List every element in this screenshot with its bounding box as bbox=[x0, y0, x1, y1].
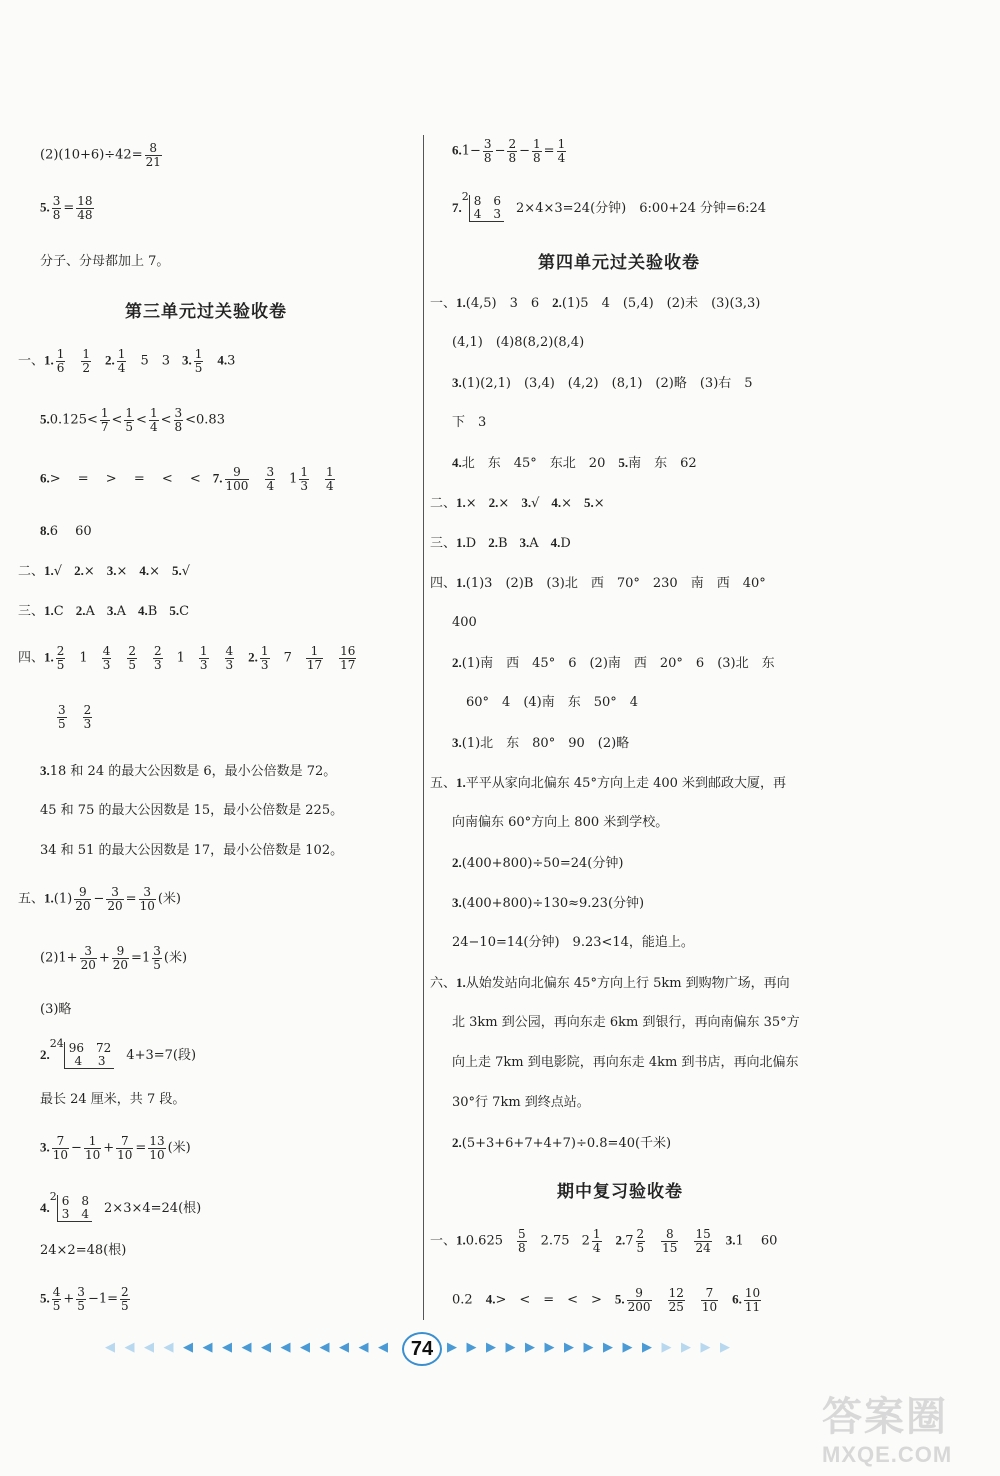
footer-arrow-right-icon: ▶ bbox=[564, 1340, 574, 1355]
unit3-part3: 三、1.C 2.A 3.A 4.B 5.C bbox=[18, 603, 190, 619]
footer-arrow-right-icon: ▶ bbox=[681, 1340, 691, 1355]
footer-arrow-right-icon: ▶ bbox=[583, 1340, 594, 1355]
page-number: 74 bbox=[402, 1332, 442, 1366]
footer-arrow-left-icon: ◀ bbox=[144, 1340, 154, 1355]
unit4-part4-3: 3.(1)北 东 80° 90 (2)略 bbox=[452, 735, 630, 751]
unit4-part4-1: 四、1.(1)3 (2)B (3)北 西 70° 230 南 西 40° bbox=[430, 575, 766, 591]
unit4-part5-1: 五、1.平平从家向北偏东 45°方向上走 400 米到邮政大厦，再 bbox=[430, 775, 787, 791]
unit3-part2: 二、1.√ 2.× 3.× 4.× 5.√ bbox=[18, 563, 191, 579]
footer-arrow-left-icon: ◀ bbox=[300, 1340, 310, 1355]
footer-arrow-right-icon: ▶ bbox=[720, 1340, 730, 1355]
unit4-l3: 3.(1)(2,1) (3,4) (4,2) (8,1) (2)略 (3)右 5 bbox=[452, 375, 753, 391]
ans-2-2: (2)(10+6)÷42= $\frac{8}{21}$ bbox=[40, 141, 161, 169]
footer-arrow-right-icon: ▶ bbox=[447, 1340, 457, 1355]
footer-arrow-right-icon: ▶ bbox=[661, 1340, 672, 1355]
r-ans-7: 7.2 8 6 4 3 2×4×3=24(分钟) 6:00+24 分钟=6:24 bbox=[452, 190, 767, 222]
unit3-part4-3c: 34 和 51 的最大公因数是 17，最小公倍数是 102。 bbox=[40, 843, 344, 858]
footer-arrow-left-icon: ◀ bbox=[105, 1340, 115, 1355]
page-footer bbox=[105, 1334, 735, 1362]
footer-arrow-right-icon: ▶ bbox=[505, 1340, 516, 1355]
footer-arrow-right-icon: ▶ bbox=[603, 1340, 613, 1355]
footer-arrow-right-icon: ▶ bbox=[622, 1340, 633, 1355]
unit4-part6-1d: 30°行 7km 到终点站。 bbox=[452, 1095, 590, 1110]
unit3-part1-line8: 8.6 60 bbox=[40, 523, 92, 539]
unit4-part5-3b: 24−10=14(分钟) 9.23<14，能追上。 bbox=[452, 935, 694, 950]
unit4-part5-1b: 向南偏东 60°方向上 800 米到学校。 bbox=[452, 815, 669, 830]
footer-arrow-left-icon: ◀ bbox=[261, 1340, 271, 1355]
footer-arrow-left-icon: ◀ bbox=[241, 1340, 252, 1355]
footer-arrow-left-icon: ◀ bbox=[280, 1340, 291, 1355]
unit4-l4: 下 3 bbox=[452, 415, 487, 430]
unit4-l2: (4,1) (4)8(8,2)(8,4) bbox=[452, 335, 585, 350]
watermark-logo: 答案圈 MXQE.COM bbox=[822, 1395, 953, 1467]
unit3-part4-line1: 四、1. $\frac{2}{5}$ 1 $\frac{4}{3}$ $\frac{2}{5}$ $\frac{2}{3}$ 1 $\frac{1}{3}$ $\frac{4}{3}$ 2. $\frac{1}{3}$ 7 $\frac{1}{17}$ $\frac{16}{17}$ bbox=[18, 644, 356, 672]
unit4-l5: 4.北 东 45° 东北 20 5.南 东 62 bbox=[452, 455, 697, 471]
footer-arrow-left-icon: ◀ bbox=[339, 1340, 349, 1355]
unit3-part1-line6: 6.> = > = < < 7. $\frac{9}{100}$ $\frac{3}{4}$ 1 $\frac{1}{3}$ $\frac{1}{4}$ bbox=[40, 465, 334, 493]
unit3-part5-4: 4.2 6 8 3 4 2×3×4=24(根) bbox=[40, 1190, 202, 1222]
footer-arrow-left-icon: ◀ bbox=[358, 1340, 369, 1355]
unit3-part5-1-1: 五、1.(1) $\frac{9}{20}$ − $\frac{3}{20}$ = $\frac{3}{10}$ (米) bbox=[18, 885, 181, 913]
unit4-part6-2: 2.(5+3+6+7+4+7)÷0.8=40(千米) bbox=[452, 1135, 672, 1151]
footer-arrow-left-icon: ◀ bbox=[124, 1340, 135, 1355]
unit3-part5-2-note: 最长 24 厘米，共 7 段。 bbox=[40, 1092, 186, 1107]
unit3-part5-1-3: (3)略 bbox=[40, 1002, 72, 1017]
r-ans-6: 6.1− $\frac{3}{8}$ − $\frac{2}{8}$ − $\frac{1}{8}$ = $\frac{1}{4}$ bbox=[452, 137, 566, 165]
section-title-unit4: 第四单元过关验收卷 bbox=[538, 253, 700, 273]
unit4-part5-2: 2.(400+800)÷50=24(分钟) bbox=[452, 855, 624, 871]
footer-arrow-left-icon: ◀ bbox=[222, 1340, 232, 1355]
footer-arrow-left-icon: ◀ bbox=[183, 1340, 193, 1355]
unit4-part6-1: 六、1.从始发站向北偏东 45°方向上行 5km 到购物广场，再向 bbox=[430, 975, 790, 991]
unit3-part5-2: 2.24 96 72 4 3 4+3=7(段) bbox=[40, 1037, 197, 1069]
midterm-l2: 0.2 4.> < = < > 5. $\frac{9}{200}$ $\frac{12}{25}$ $\frac{7}{10}$ 6. $\frac{10}{11}$ bbox=[452, 1286, 761, 1314]
ans-5-note: 分子、分母都加上 7。 bbox=[40, 254, 170, 269]
unit3-part5-1-2: (2)1+ $\frac{3}{20}$ + $\frac{9}{20}$ =1 $\frac{3}{5}$ (米) bbox=[40, 944, 188, 972]
unit4-part5-3: 3.(400+800)÷130≈9.23(分钟) bbox=[452, 895, 645, 911]
column-divider bbox=[423, 135, 424, 1320]
unit3-part4-3b: 45 和 75 的最大公因数是 15，最小公倍数是 225。 bbox=[40, 803, 344, 818]
unit4-part4-2b: 60° 4 (4)南 东 50° 4 bbox=[466, 695, 639, 710]
footer-arrow-right-icon: ▶ bbox=[544, 1340, 555, 1355]
unit4-part6-1c: 向上走 7km 到电影院，再向东走 4km 到书店，再向北偏东 bbox=[452, 1055, 799, 1070]
unit4-part2: 二、1.× 2.× 3.√ 4.× 5.× bbox=[430, 495, 605, 511]
footer-arrow-left-icon: ◀ bbox=[202, 1340, 213, 1355]
unit3-part5-3: 3. $\frac{7}{10}$ − $\frac{1}{10}$ + $\frac{7}{10}$ = $\frac{13}{10}$ (米) bbox=[40, 1134, 191, 1162]
unit3-part5-4-b: 24×2=48(根) bbox=[40, 1243, 127, 1258]
ans-5: 5. $\frac{3}{8}$ = $\frac{18}{48}$ bbox=[40, 194, 93, 222]
unit3-part4-line2: $\frac{3}{5}$ $\frac{2}{3}$ bbox=[58, 703, 92, 731]
section-title-midterm: 期中复习验收卷 bbox=[557, 1182, 683, 1202]
footer-arrow-left-icon: ◀ bbox=[378, 1340, 388, 1355]
footer-arrow-left-icon: ◀ bbox=[319, 1340, 330, 1355]
unit3-part1-line5: 5.0.125< $\frac{1}{7}$ < $\frac{1}{5}$ < $\frac{1}{4}$ < $\frac{3}{8}$ <0.83 bbox=[40, 406, 225, 434]
unit3-part1-line1: 一、1. $\frac{1}{6}$ $\frac{1}{2}$ 2. $\frac{1}{4}$ 5 3 3. $\frac{1}{5}$ 4.3 bbox=[18, 347, 236, 375]
unit4-part6-1b: 北 3km 到公园，再向东走 6km 到银行，再向南偏东 35°方 bbox=[452, 1015, 800, 1030]
unit4-part4-1b: 400 bbox=[452, 615, 477, 630]
unit4-part3: 三、1.D 2.B 3.A 4.D bbox=[430, 535, 571, 551]
section-title-unit3: 第三单元过关验收卷 bbox=[125, 302, 287, 322]
unit4-l1: 一、1.(4,5) 3 6 2.(1)5 4 (5,4) (2)未 (3)(3,3) bbox=[430, 295, 761, 311]
footer-arrow-right-icon: ▶ bbox=[466, 1340, 477, 1355]
midterm-l1: 一、1.0.625 $\frac{5}{8}$ 2.75 2 $\frac{1}{4}$ 2.7 $\frac{2}{5}$ $\frac{8}{15}$ $\frac{15}{24}$ 3.1 60 bbox=[430, 1227, 778, 1255]
unit3-part5-5: 5. $\frac{4}{5}$ + $\frac{3}{5}$ −1= $\frac{2}{5}$ bbox=[40, 1285, 129, 1313]
unit4-part4-2: 2.(1)南 西 45° 6 (2)南 西 20° 6 (3)北 东 bbox=[452, 655, 775, 671]
unit3-part4-3a: 3.18 和 24 的最大公因数是 6，最小公倍数是 72。 bbox=[40, 763, 337, 779]
footer-arrow-right-icon: ▶ bbox=[486, 1340, 496, 1355]
footer-arrow-right-icon: ▶ bbox=[642, 1340, 652, 1355]
footer-arrow-right-icon: ▶ bbox=[525, 1340, 535, 1355]
footer-arrow-right-icon: ▶ bbox=[700, 1340, 711, 1355]
footer-arrow-left-icon: ◀ bbox=[163, 1340, 174, 1355]
